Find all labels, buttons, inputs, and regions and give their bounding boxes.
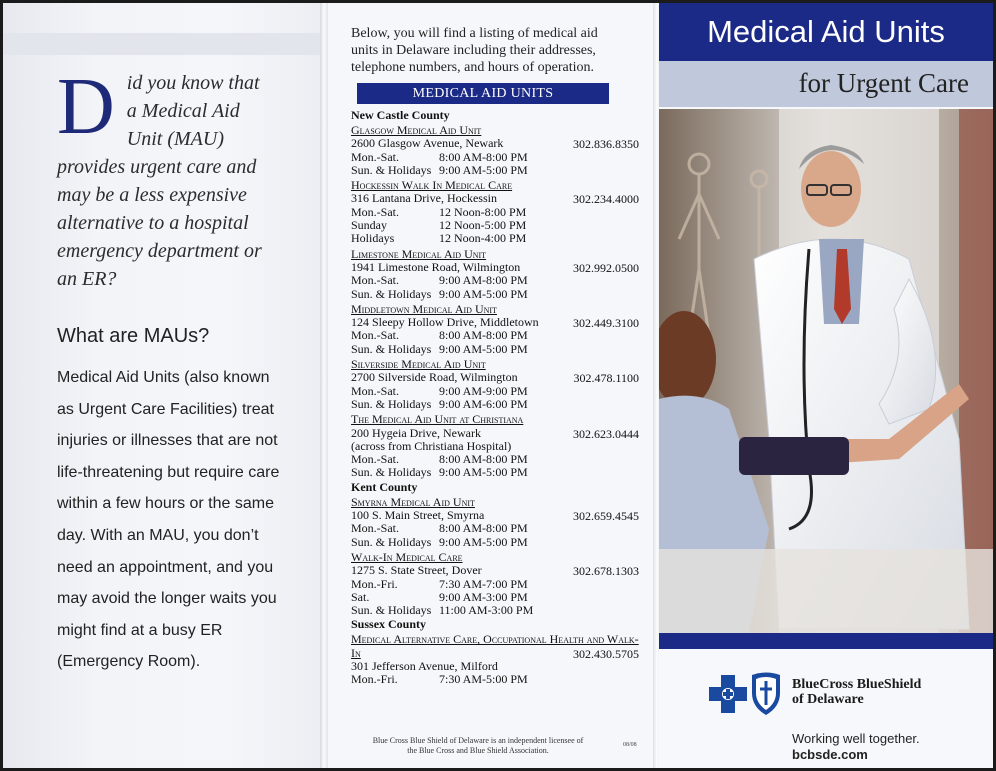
unit-phone: 302.659.4545 (573, 509, 639, 524)
hours-time: 9:00 AM-5:00 PM (439, 162, 528, 177)
hours-days: Sun. & Holidays (351, 162, 432, 177)
unit-name: Silverside Medical Aid Unit (351, 357, 486, 372)
unit-phone: 302.623.0444 (573, 426, 639, 441)
hours-row (351, 164, 641, 177)
website-link[interactable]: bcbsde.com (792, 747, 868, 762)
listing-intro: Below, you will find a listing of medical aid units in Delaware including their addresses, telephone numbers, and hours of operation. (351, 26, 598, 75)
hours-days: Mon.-Sat. (351, 452, 399, 467)
hours-days: Sat. (351, 589, 370, 604)
unit-phone: 302.836.8350 (573, 137, 639, 152)
medical-aid-units-header: MEDICAL AID UNITS (357, 83, 609, 104)
blue-cross-logo (709, 675, 747, 718)
fold-crease (320, 3, 328, 768)
hours-days: Mon.-Fri. (351, 672, 398, 687)
unit-address: 301 Jefferson Avenue, Milford (351, 658, 498, 673)
unit-listing (351, 108, 641, 687)
hours-time: 8:00 AM-8:00 PM (439, 521, 528, 536)
hours-row (351, 385, 641, 398)
unit-name: Walk-In Medical Care (351, 549, 463, 564)
unit-phone: 302.449.3100 (573, 316, 639, 331)
unit-address: 316 Lantana Drive, Hockessin (351, 191, 497, 206)
left-panel (3, 3, 320, 768)
unit-entry (351, 358, 641, 411)
hours-row (351, 329, 641, 342)
hours-days: Sun. & Holidays (351, 286, 432, 301)
brand-name (792, 677, 921, 707)
hours-row (351, 604, 641, 617)
hours-days: Sun. & Holidays (351, 603, 432, 618)
middle-panel (328, 3, 658, 768)
unit-entry (351, 303, 641, 356)
unit-name: Limestone Medical Aid Unit (351, 246, 487, 261)
county-heading: Sussex County (351, 617, 427, 632)
hours-row (351, 343, 641, 356)
unit-name: Middletown Medical Aid Unit (351, 301, 497, 316)
unit-address: 124 Sleepy Hollow Drive, Middletown (351, 315, 539, 330)
drop-cap: D (57, 63, 115, 151)
county-heading: New Castle County (351, 108, 450, 122)
hours-days: Sun. & Holidays (351, 534, 432, 549)
unit-entry (351, 124, 641, 177)
intro-paragraph (57, 63, 272, 293)
unit-phone: 302.678.1303 (573, 564, 639, 579)
hours-time: 9:00 AM-5:00 PM (439, 534, 528, 549)
unit-name: Smyrna Medical Aid Unit (351, 494, 475, 509)
hours-row (351, 522, 641, 535)
hours-row (351, 288, 641, 301)
hours-time: 12 Noon-5:00 PM (439, 218, 527, 233)
hours-days: Holidays (351, 231, 395, 246)
hours-row (351, 398, 641, 411)
unit-address: 1275 S. State Street, Dover (351, 563, 482, 578)
unit-entry (351, 179, 641, 245)
blue-shield-logo (750, 671, 782, 720)
hours-row (351, 536, 641, 549)
hours-row (351, 591, 641, 604)
intro-text: id you know that a Medical Aid Unit (MAU) provides urgent care and may be a less expensive alternative to a hospital emergency department or an ER? (57, 72, 262, 290)
panel-shading (3, 33, 320, 55)
unit-address: 100 S. Main Street, Smyrna (351, 508, 485, 523)
print-code: 08/08 (623, 742, 637, 748)
cover-title: Medical Aid Units (707, 14, 945, 49)
hours-days: Mon.-Sat. (351, 273, 399, 288)
hours-days: Mon.-Fri. (351, 576, 398, 591)
hours-days: Mon.-Sat. (351, 521, 399, 536)
hours-row (351, 219, 641, 232)
hours-time: 9:00 AM-6:00 PM (439, 396, 528, 411)
county-heading: Kent County (351, 479, 418, 494)
hours-days: Mon.-Sat. (351, 149, 399, 164)
hours-days: Sun. & Holidays (351, 341, 432, 356)
unit-entry (351, 551, 641, 617)
unit-address: 1941 Limestone Road, Wilmington (351, 259, 521, 274)
hours-time: 12 Noon-8:00 PM (439, 204, 527, 219)
unit-entry (351, 413, 641, 479)
unit-name: Hockessin Walk In Medical Care (351, 178, 513, 193)
unit-phone: 302.992.0500 (573, 260, 639, 275)
hours-time: 7:30 AM-5:00 PM (439, 672, 528, 687)
unit-phone: 302.430.5705 (573, 646, 639, 661)
unit-name: Glasgow Medical Aid Unit (351, 123, 482, 137)
licensee-footnote: Blue Cross Blue Shield of Delaware is an independent licensee of the Blue Cross and Blue Shield Association. (372, 736, 584, 755)
hours-time: 8:00 AM-8:00 PM (439, 452, 528, 467)
hours-days: Mon.-Sat. (351, 204, 399, 219)
hours-time: 9:00 AM-5:00 PM (439, 465, 528, 480)
hours-days: Sun. & Holidays (351, 465, 432, 480)
hours-days: Sun. & Holidays (351, 396, 432, 411)
hours-time: 9:00 AM-5:00 PM (439, 341, 528, 356)
unit-name: The Medical Aid Unit at Christiana (351, 412, 524, 427)
hours-row (351, 673, 641, 686)
brand-name-line2: of Delaware (792, 692, 864, 707)
hours-time: 11:00 AM-3:00 PM (439, 603, 534, 618)
unit-entry (351, 496, 641, 549)
hours-row (351, 206, 641, 219)
hours-time: 9:00 AM-8:00 PM (439, 273, 528, 288)
hours-time: 9:00 AM-9:00 PM (439, 383, 528, 398)
hours-time: 8:00 AM-8:00 PM (439, 149, 528, 164)
unit-address: 200 Hygeia Drive, Newark (351, 425, 481, 440)
what-are-maus-body: Medical Aid Units (also known as Urgent Care Facilities) treat injuries or illnesses that are not life-threatening but require care within a few hours or the same day. With an MAU, you don’t need an appointment, and you may avoid the longer waits you might find at a busy ER (Emergency Room). (57, 369, 280, 671)
hours-row (351, 151, 641, 164)
unit-address: (across from Christiana Hospital) (351, 438, 512, 453)
hours-days: Mon.-Sat. (351, 328, 399, 343)
brand-rule (659, 633, 993, 649)
hours-row (351, 274, 641, 287)
hours-days: Sunday (351, 218, 387, 233)
unit-address: 2600 Glasgow Avenue, Newark (351, 136, 504, 151)
unit-phone: 302.234.4000 (573, 192, 639, 207)
tagline: Working well together. (792, 731, 920, 746)
what-are-maus-heading: What are MAUs? (57, 325, 210, 347)
brochure (3, 3, 993, 768)
hours-time: 7:30 AM-7:00 PM (439, 576, 528, 591)
hours-time: 8:00 AM-8:00 PM (439, 328, 528, 343)
unit-entry (351, 633, 641, 686)
unit-name: Medical Alternative Care, Occupational Health and Walk-In (351, 632, 639, 660)
unit-phone: 302.478.1100 (573, 371, 639, 386)
unit-entry (351, 248, 641, 301)
hours-time: 9:00 AM-5:00 PM (439, 286, 528, 301)
cover-panel (659, 3, 993, 768)
hours-row (351, 232, 641, 245)
hours-row (351, 453, 641, 466)
hours-time: 12 Noon-4:00 PM (439, 231, 527, 246)
hours-days: Mon.-Sat. (351, 383, 399, 398)
doctor-patient-photo (659, 109, 993, 633)
hours-time: 9:00 AM-3:00 PM (439, 589, 528, 604)
brand-name-line1: BlueCross BlueShield (792, 677, 922, 692)
unit-address: 2700 Silverside Road, Wilmington (351, 370, 518, 385)
hours-row (351, 466, 641, 479)
hours-row (351, 578, 641, 591)
cover-subtitle: for Urgent Care (798, 68, 969, 98)
